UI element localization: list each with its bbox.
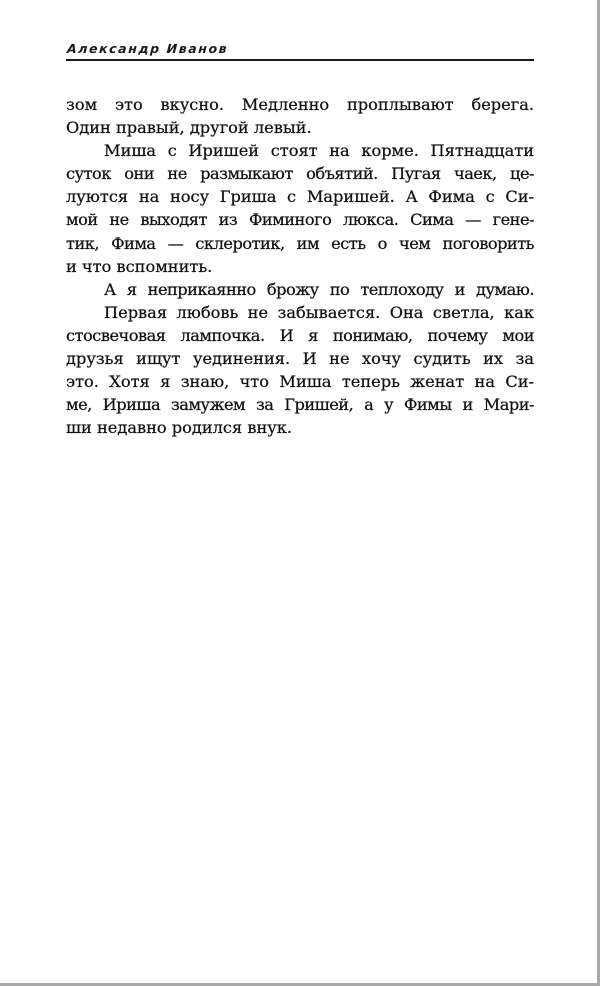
text-line: луются на носу Гриша с Маришей. А Фима с Си- xyxy=(66,187,534,207)
text-line: стосвечовая лампочка. И я понимаю, почему мои xyxy=(66,325,534,345)
text-line: друзья ищут уединения. И не хочу судить их за xyxy=(66,349,534,369)
text-line: суток они не размыкают объятий. Пугая чаек, це- xyxy=(66,164,534,184)
text-line: это. Хотя я знаю, что Миша теперь женат на Си- xyxy=(66,372,534,392)
text-line: А я неприкаянно брожу по теплоходу и думаю. xyxy=(104,279,534,299)
running-head-author: Александр Иванов xyxy=(66,41,229,56)
text-line: Миша с Иришей стоят на корме. Пятнадцати xyxy=(104,141,534,161)
running-head xyxy=(66,41,534,61)
text-line: ме, Ириша замужем за Гришей, а у Фимы и Мари- xyxy=(66,395,534,415)
text-line: тик, Фима — склеротик, им есть о чем поговорить xyxy=(66,233,534,253)
body-text xyxy=(66,93,534,439)
text-line: мой не выходят из Фиминого люкса. Сима — гене- xyxy=(66,210,534,230)
text-line: Один правый, другой левый. xyxy=(66,118,312,138)
text-line: Первая любовь не забывается. Она светла, как xyxy=(104,302,534,322)
text-line: зом это вкусно. Медленно проплывают берега. xyxy=(66,95,534,114)
text-line: и что вспомнить. xyxy=(66,256,213,276)
text-line: ши недавно родился внук. xyxy=(66,418,293,438)
